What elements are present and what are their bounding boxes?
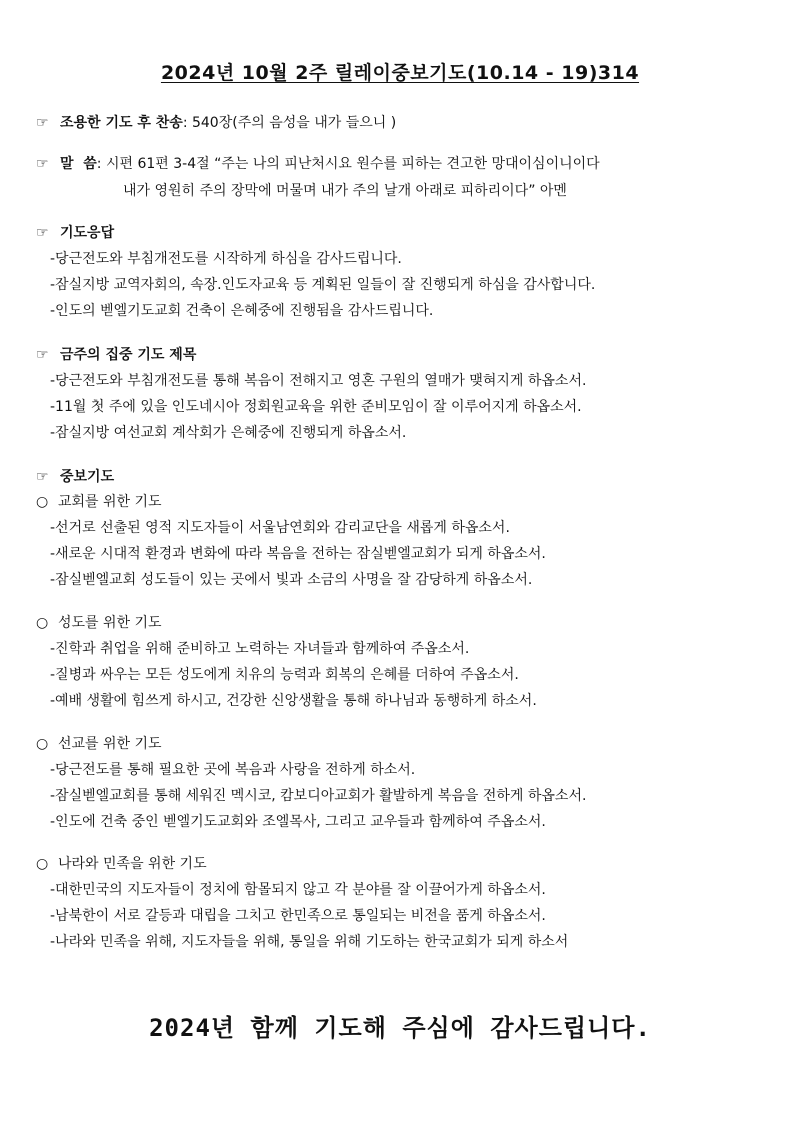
intercession-label: 중보기도 — [60, 469, 115, 485]
list-item: -당근전도와 부침개전도를 통해 복음이 전해지고 영혼 구원의 열매가 맺혀지게 하옵소서. — [50, 373, 587, 389]
group-heading-nation — [36, 853, 207, 873]
scripture-label: 말 씀 — [60, 156, 97, 172]
group-heading-text: 성도를 위한 기도 — [58, 615, 162, 631]
hymn-line — [36, 112, 396, 132]
list-item: -남북한이 서로 갈등과 대립을 그치고 한민족으로 통일되는 비전을 품게 하옵소서. — [50, 908, 546, 924]
page-title: 2024년 10월 2주 릴레이중보기도(10.14 - 19)314 — [160, 62, 640, 84]
circle-bullet-icon: ○ — [36, 615, 49, 631]
list-item: -잠실지방 여선교회 계삭회가 은혜중에 진행되게 하옵소서. — [50, 425, 407, 441]
hymn-text: : 540장(주의 음성을 내가 들으니 ) — [182, 115, 397, 131]
intercession-heading — [36, 466, 114, 486]
list-item: -대한민국의 지도자들이 정치에 함몰되지 않고 각 분야를 잘 이끌어가게 하옵소서. — [50, 882, 546, 898]
list-item: -당근전도와 부침개전도를 시작하게 하심을 감사드립니다. — [50, 251, 402, 267]
pointing-hand-icon: ☞ — [36, 225, 49, 241]
list-item: -질병과 싸우는 모든 성도에게 치유의 능력과 회복의 은혜를 더하여 주옵소서. — [50, 667, 519, 683]
group-heading-church — [36, 491, 162, 511]
list-item: -잠실지방 교역자회의, 속장.인도자교육 등 계획된 일들이 잘 진행되게 하심을 감사합니다. — [50, 277, 596, 293]
list-item: -진학과 취업을 위해 준비하고 노력하는 자녀들과 함께하여 주옵소서. — [50, 641, 470, 657]
list-item: -인도의 벧엘기도교회 건축이 은혜중에 진행됨을 감사드립니다. — [50, 303, 434, 319]
focus-label: 금주의 집중 기도 제목 — [60, 347, 197, 363]
list-item: -잠실벧엘교회를 통해 세워진 멕시코, 캄보디아교회가 활발하게 복음을 전하게 하옵소서. — [50, 788, 587, 804]
circle-bullet-icon: ○ — [36, 736, 49, 752]
list-item: -새로운 시대적 환경과 변화에 따라 복음을 전하는 잠실벧엘교회가 되게 하옵소서. — [50, 546, 546, 562]
pointing-hand-icon: ☞ — [36, 156, 49, 172]
pointing-hand-icon: ☞ — [36, 469, 49, 485]
scripture-text-1: : 시편 61편 3-4절 “주는 나의 피난처시요 원수를 피하는 견고한 망대이심이니이다 — [96, 156, 600, 172]
closing-thanks: 2024년 함께 기도해 주심에 감사드립니다. — [149, 1014, 651, 1042]
answers-label: 기도응답 — [60, 225, 115, 241]
focus-heading — [36, 344, 196, 364]
list-item: -예배 생활에 힘쓰게 하시고, 건강한 신앙생활을 통해 하나님과 동행하게 하소서. — [50, 693, 537, 709]
list-item: -인도에 건축 중인 벧엘기도교회와 조엘목사, 그리고 교우들과 함께하여 주옵소서. — [50, 814, 546, 830]
answers-heading — [36, 222, 114, 242]
group-heading-text: 교회를 위한 기도 — [58, 494, 162, 510]
group-heading-mission — [36, 733, 162, 753]
group-heading-saints — [36, 612, 162, 632]
scripture-line-1 — [36, 153, 600, 173]
pointing-hand-icon: ☞ — [36, 347, 49, 363]
list-item: -당근전도를 통해 필요한 곳에 복음과 사랑을 전하게 하소서. — [50, 762, 416, 778]
pointing-hand-icon: ☞ — [36, 115, 49, 131]
group-heading-text: 선교를 위한 기도 — [58, 736, 162, 752]
group-heading-text: 나라와 민족을 위한 기도 — [58, 856, 207, 872]
circle-bullet-icon: ○ — [36, 856, 49, 872]
list-item: -선거로 선출된 영적 지도자들이 서울남연회와 감리교단을 새롭게 하옵소서. — [50, 520, 510, 536]
list-item: -잠실벧엘교회 성도들이 있는 곳에서 빛과 소금의 사명을 잘 감당하게 하옵소서. — [50, 572, 533, 588]
list-item: -나라와 민족을 위해, 지도자들을 위해, 통일을 위해 기도하는 한국교회가 되게 하소서 — [50, 934, 569, 950]
hymn-label: 조용한 기도 후 찬송 — [60, 115, 183, 131]
scripture-line-2: 내가 영원히 주의 장막에 머물며 내가 주의 날개 아래로 피하리이다” 아멘 — [123, 183, 567, 199]
list-item: -11월 첫 주에 있을 인도네시아 정회원교육을 위한 준비모임이 잘 이루어지게 하옵소서. — [50, 399, 582, 415]
circle-bullet-icon: ○ — [36, 494, 49, 510]
